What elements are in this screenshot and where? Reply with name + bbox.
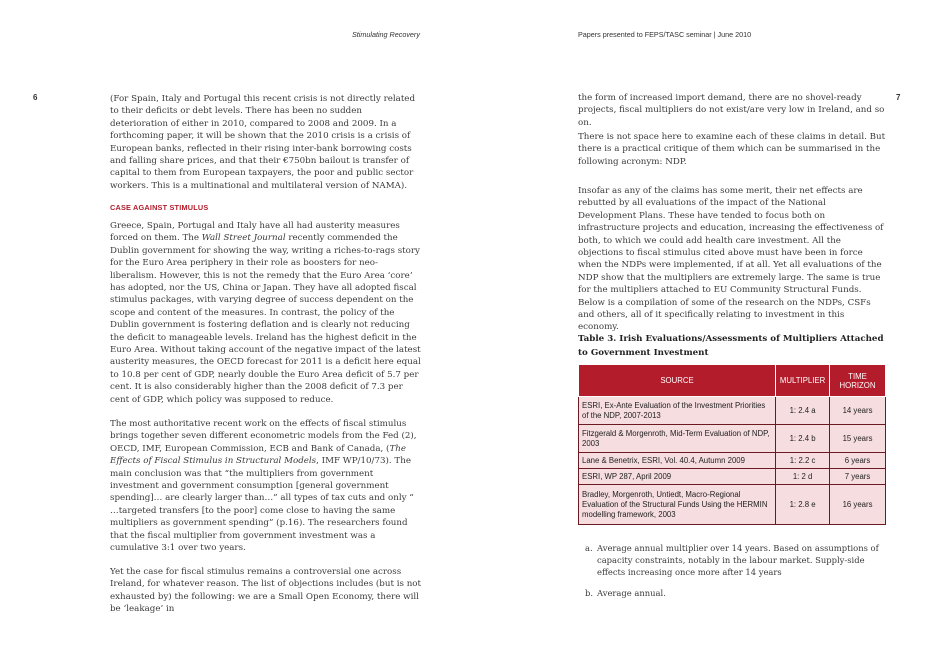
page-number-right: 7 [896,93,901,102]
cell-horizon: 6 years [830,453,886,469]
cell-source: Bradley, Morgenroth, Untiedt, Macro-Regional Evaluation of the Structural Funds Using the HERMIN modelling framework, 2003 [579,485,776,525]
paragraph-imf-study: The most authoritative recent work on the effects of fiscal stimulus brings together seven different econometric models from the Fed (2), OECD, IMF, European Commission, ECB and Bank of Canada, (The Effects of Fiscal Stimulus in Structural Models, IMF WP/10/73). The main conclusion was that “the multipliers from government investment and government consumption [general government spending]… are clearly larger than…” all types of tax cuts and only “ …targeted transfers [to the poor] come close to having the same multipliers as government spending” (p.16). The researchers found that the fiscal multiplier from government investment was a cumulative 3:1 over two years. [110,419,417,554]
intro-paragraph: (For Spain, Italy and Portugal this recent crisis is not directly related to their deficits or debt levels. There has been no sudden deterioration of either in 2010, compared to 2008 and 2009. In a forthcoming paper, it will be shown that the 2010 crisis is a crisis of European banks, reflected in their rising inter-bank borrowing costs and falling share prices, and that their €750bn bailout is transfer of capital to them from European taxpayers, the poor and public sector workers. This is a multinational and multilateral version of NAMA). [110,94,416,191]
cell-multiplier: 1: 2.4 b [776,425,830,453]
table-title: Table 3. Irish Evaluations/Assessments of Multipliers Attached to Government Investment [578,334,884,358]
cell-multiplier: 1: 2 d [776,469,830,485]
right-paragraph-1: the form of increased import demand, there are no shovel-ready projects, fiscal multipliers do not exist/are very low in Ireland, and so on. [578,93,885,128]
cell-horizon: 14 years [830,397,886,425]
running-header-right: Papers presented to FEPS/TASC seminar | June 2010 [578,30,752,39]
right-paragraph-3: Insofar as any of the claims has some merit, their net effects are rebutted by all evaluations of the impact of the National Development Plans. These have tended to focus both on infrastructure projects and education, increasing the effectiveness of both, to which we could add health care investment. All the objections to fiscal stimulus cited above must have been in force when the NDPs were implemented, if at all. Yet all evaluations of the NDP show that the multipliers are extremely large. The same is true for the multipliers attached to EU Community Structural Funds. Below is a compilation of some of the research on the NDPs, CSFs and others, all of it specifically relating to investment in this economy. [578,186,884,333]
footnote-b: b. Average annual. [585,588,666,598]
imf-paper-title: The Effects of Fiscal Stimulus in Structural Models [110,443,406,467]
table-row [579,425,886,453]
paragraph-objections: Yet the case for fiscal stimulus remains a controversial one across Ireland, for whatever reason. The list of objections includes (but is not exhausted by) the following: we are a Small Open Economy, there will be ‘leakage’ in [110,567,422,615]
wsj-title: Wall Street Journal [201,233,286,244]
right-paragraph-2: There is not space here to examine each of these claims in detail. But there is a practical critique of them which can be summarised in the following acronym: NDP. [578,132,886,167]
cell-multiplier: 1: 2.8 e [776,485,830,525]
cell-source: Lane & Benetrix, ESRI, Vol. 40.4, Autumn 2009 [579,453,776,469]
table-row [579,485,886,525]
header-multiplier: MULTIPLIER [776,365,830,397]
cell-source: ESRI, Ex-Ante Evaluation of the Investment Priorities of the NDP, 2007-2013 [579,397,776,425]
table-row [579,397,886,425]
table-header-row [579,365,886,397]
page-number-left: 6 [33,93,38,102]
running-header-left: Stimulating Recovery [352,30,420,39]
cell-multiplier: 1: 2.4 a [776,397,830,425]
header-time-horizon: TIME HORIZON [830,365,886,397]
paragraph-austerity: Greece, Spain, Portugal and Italy have all had austerity measures forced on them. The Wall Street Journal recently commended the Dublin government for showing the way, writing a riches-to-rags story for the Euro Area periphery in their role as boosters for neo-liberalism. However, this is not the remedy that the Euro Area ‘core’ has adopted, nor the US, China or Japan. They have all adopted fiscal stimulus packages, with varying degree of success dependent on the scope and content of the measures. In contrast, the policy of the Dublin government is fostering deflation and is clearly not reducing the deficit to manageable levels. Ireland has the highest deficit in the Euro Area. Without taking account of the negative impact of the latest austerity measures, the OECD forecast for 2011 is a deficit here equal to 10.8 per cent of GDP, nearly double the Euro Area deficit of 5.7 per cent. It is also considerably higher than the 2008 deficit of 7.3 per cent of GDP, which policy was supposed to reduce. [110,221,421,405]
cell-source: Fitzgerald & Morgenroth, Mid-Term Evaluation of NDP, 2003 [579,425,776,453]
left-column [110,93,422,192]
multipliers-table [578,364,886,525]
table-row [579,453,886,469]
cell-source: ESRI, WP 287, April 2009 [579,469,776,485]
cell-horizon: 16 years [830,485,886,525]
cell-multiplier: 1: 2.2 c [776,453,830,469]
footnote-a: a. Average annual multiplier over 14 years. Based on assumptions of capacity constraints, notably in the labour market. Supply-side effects increasing once more after 14 years [585,543,879,577]
table-row [579,469,886,485]
cell-horizon: 15 years [830,425,886,453]
header-source: SOURCE [579,365,776,397]
section-heading: CASE AGAINST STIMULUS [110,203,209,212]
cell-horizon: 7 years [830,469,886,485]
